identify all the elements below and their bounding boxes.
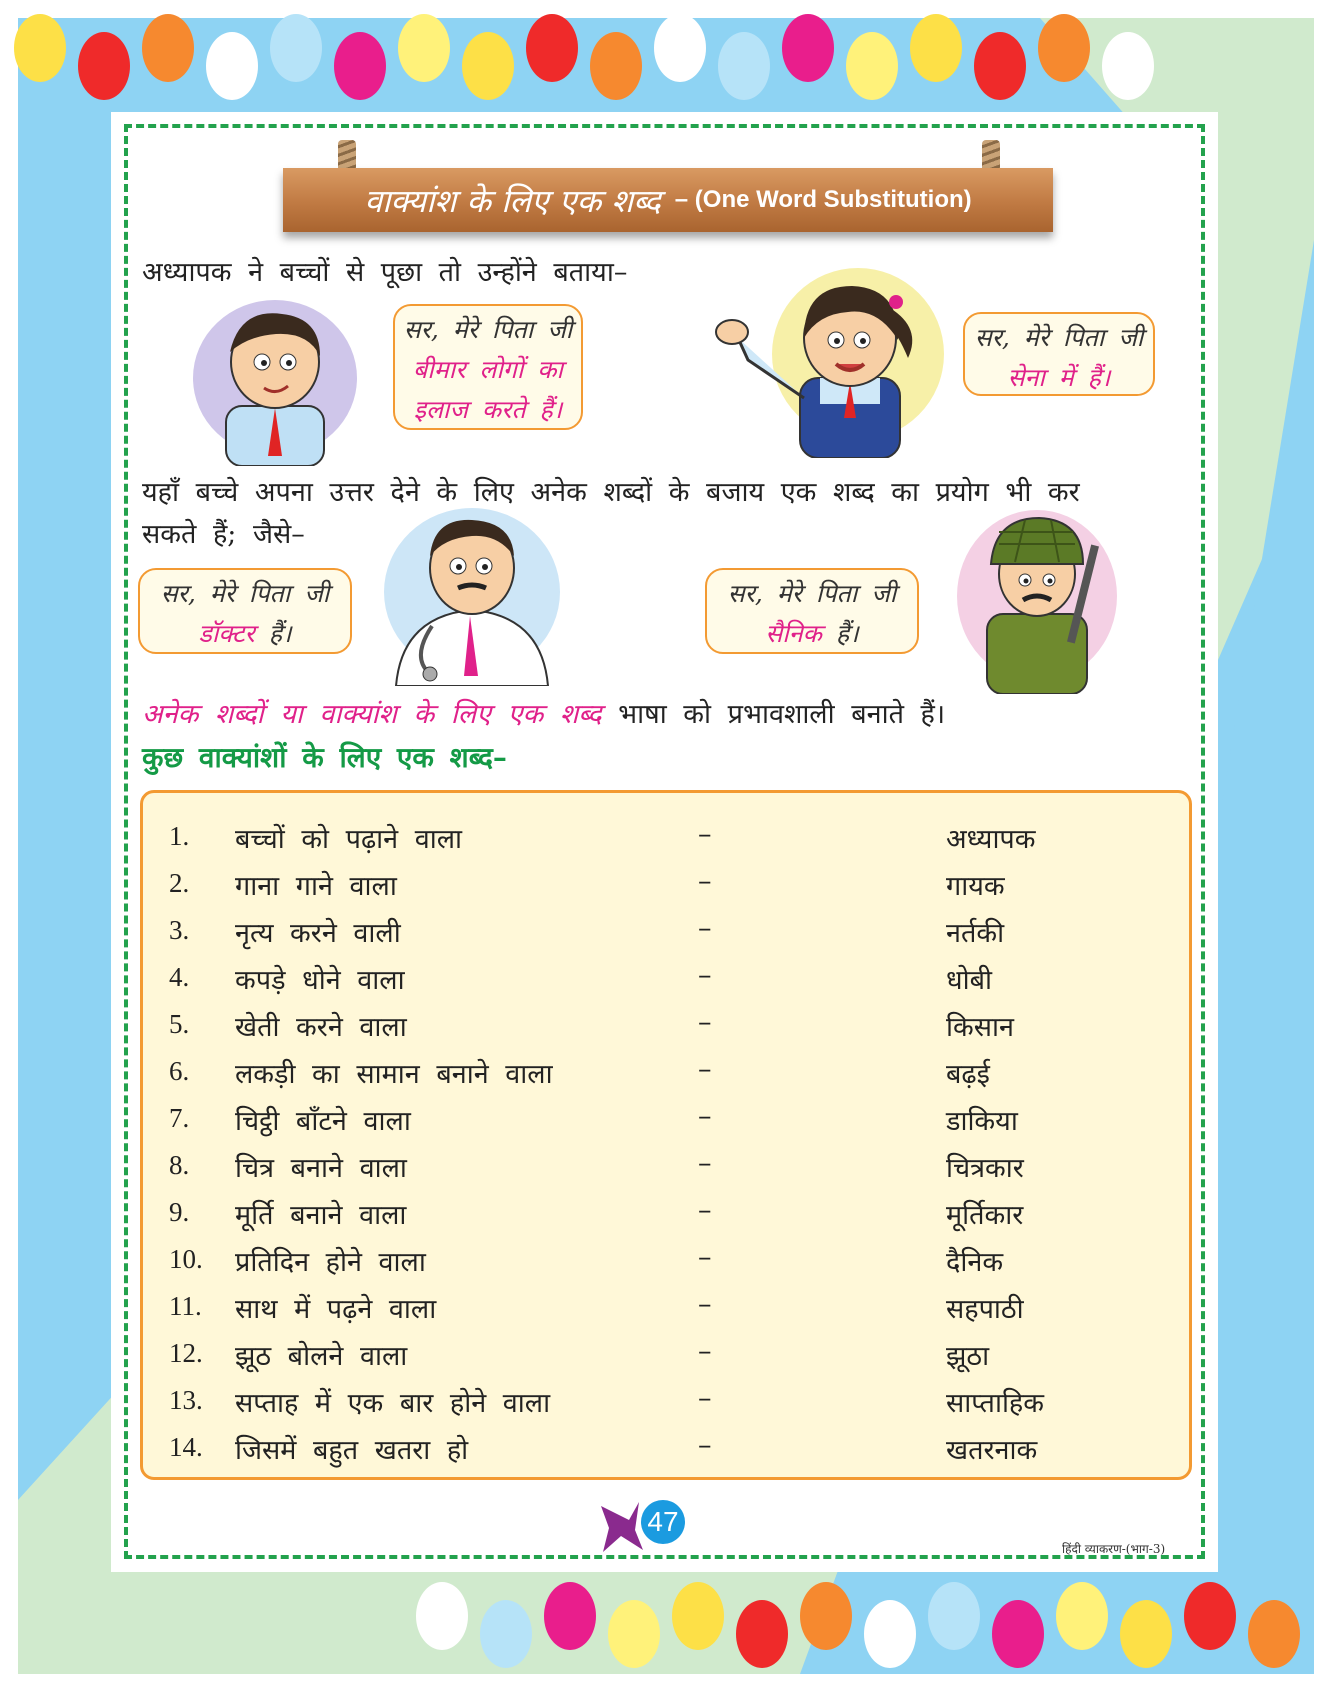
list-item (143, 1285, 1189, 1332)
item-dash: – (698, 1007, 712, 1038)
item-dash: – (698, 960, 712, 991)
intro-text: अध्यापक ने बच्चों से पूछा तो उन्होंने बताया– (142, 257, 628, 288)
item-phrase: प्रतिदिन होने वाला (235, 1247, 426, 1278)
doctor-bubble-word: डॉक्टर (198, 619, 255, 648)
polka-dot (526, 14, 578, 82)
soldier-speech-bubble (705, 568, 919, 654)
polka-dot (1038, 14, 1090, 82)
polka-dot (1102, 32, 1154, 100)
item-word: अध्यापक (946, 824, 1036, 855)
polka-dot (654, 14, 706, 82)
item-number: 11. (169, 1291, 202, 1321)
item-number: 10. (169, 1244, 203, 1274)
item-phrase: कपड़े धोने वाला (235, 965, 405, 996)
item-phrase: खेती करने वाला (235, 1012, 407, 1043)
item-word: गायक (946, 871, 1005, 902)
item-number: 8. (169, 1150, 190, 1180)
polka-dot (736, 1600, 788, 1668)
list-item (143, 1426, 1189, 1473)
item-word: धोबी (946, 965, 993, 996)
item-dash: – (698, 819, 712, 850)
doctor-speech-bubble (138, 568, 352, 654)
item-number: 6. (169, 1056, 190, 1086)
boy-bubble-line2: बीमार लोगों का (413, 355, 563, 384)
polka-dot (1184, 1582, 1236, 1650)
polka-dot (14, 14, 66, 82)
item-number: 5. (169, 1009, 190, 1039)
polka-dot (398, 14, 450, 82)
item-dash: – (698, 1289, 712, 1320)
item-word: डाकिया (946, 1106, 1018, 1137)
item-number: 13. (169, 1385, 203, 1415)
item-word: दैनिक (946, 1247, 1004, 1278)
item-word: खतरनाक (946, 1435, 1038, 1466)
item-number: 2. (169, 868, 190, 898)
polka-dot (270, 14, 322, 82)
explanation-line1: यहाँ बच्चे अपना उत्तर देने के लिए अनेक शब्दों के बजाय एक शब्द का प्रयोग भी कर (142, 477, 1080, 508)
star-icon (595, 1496, 645, 1552)
polka-dot (544, 1582, 596, 1650)
list-item (143, 1003, 1189, 1050)
item-word: झूठा (946, 1341, 990, 1372)
polka-dot (78, 32, 130, 100)
list-item (143, 956, 1189, 1003)
polka-dot (590, 32, 642, 100)
boy-bubble-line3: इलाज करते हैं। (413, 395, 563, 424)
girl-bubble-line2: सेना में हैं। (1007, 363, 1111, 392)
statement-rest: भाषा को प्रभावशाली बनाते हैं। (618, 699, 946, 730)
item-dash: – (698, 1430, 712, 1461)
polka-dot (608, 1600, 660, 1668)
polka-dot (334, 32, 386, 100)
item-word: नर्तकी (946, 918, 1005, 949)
doctor-illustration (372, 506, 562, 686)
item-word: सहपाठी (946, 1294, 1024, 1325)
item-word: मूर्तिकार (946, 1200, 1024, 1231)
soldier-bubble-word: सैनिक (765, 619, 822, 648)
list-item (143, 1097, 1189, 1144)
word-list-box (140, 790, 1192, 1480)
item-phrase: चित्र बनाने वाला (235, 1153, 407, 1184)
list-item (143, 909, 1189, 956)
list-item (143, 1379, 1189, 1426)
item-word: साप्ताहिक (946, 1388, 1045, 1419)
soldier-bubble-line1: सर, मेरे पिता जी (727, 579, 897, 608)
list-item (143, 862, 1189, 909)
page-number: 47 (641, 1500, 685, 1544)
title-board (283, 168, 1053, 232)
polka-dot (416, 1582, 468, 1650)
title-hindi: वाक्यांश के लिए एक शब्द (364, 181, 661, 220)
girl-bubble-line1: सर, मेरे पिता जी (974, 323, 1144, 352)
list-item (143, 815, 1189, 862)
statement-highlight: अनेक शब्दों या वाक्यांश के लिए एक शब्द (142, 699, 602, 730)
list-item (143, 1144, 1189, 1191)
item-number: 14. (169, 1432, 203, 1462)
list-item (143, 1238, 1189, 1285)
item-phrase: नृत्य करने वाली (235, 918, 401, 949)
item-number: 1. (169, 821, 190, 851)
item-phrase: झूठ बोलने वाला (235, 1341, 408, 1372)
item-number: 3. (169, 915, 190, 945)
item-dash: – (698, 1054, 712, 1085)
girl-illustration (708, 268, 948, 458)
item-word: किसान (946, 1012, 1014, 1043)
polka-dot (782, 14, 834, 82)
list-item (143, 1332, 1189, 1379)
boy-speech-bubble (393, 304, 583, 430)
list-item (143, 1050, 1189, 1097)
item-phrase: बच्चों को पढ़ाने वाला (235, 824, 463, 855)
polka-dot (1056, 1582, 1108, 1650)
item-word: चित्रकार (946, 1153, 1024, 1184)
item-dash: – (698, 1383, 712, 1414)
item-dash: – (698, 1242, 712, 1273)
explanation-line2: सकते हैं; जैसे– (142, 519, 305, 550)
item-dash: – (698, 1195, 712, 1226)
doctor-bubble-line1: सर, मेरे पिता जी (160, 579, 330, 608)
item-word: बढ़ई (946, 1059, 990, 1090)
polka-dot (800, 1582, 852, 1650)
polka-dot (992, 1600, 1044, 1668)
item-number: 12. (169, 1338, 203, 1368)
item-dash: – (698, 1336, 712, 1367)
item-phrase: मूर्ति बनाने वाला (235, 1200, 407, 1231)
title-english: – (One Word Substitution) (674, 186, 972, 213)
item-dash: – (698, 913, 712, 944)
polka-dot (672, 1582, 724, 1650)
list-item (143, 1191, 1189, 1238)
polka-dot (864, 1600, 916, 1668)
soldier-illustration (955, 504, 1125, 694)
footer-book-title: हिंदी व्याकरण-(भाग-3) (1062, 1542, 1166, 1556)
item-number: 7. (169, 1103, 190, 1133)
item-dash: – (698, 866, 712, 897)
polka-dot (206, 32, 258, 100)
item-number: 4. (169, 962, 190, 992)
boy-bubble-line1: सर, मेरे पिता जी (403, 315, 573, 344)
item-dash: – (698, 1101, 712, 1132)
item-phrase: लकड़ी का सामान बनाने वाला (235, 1059, 553, 1090)
item-phrase: साथ में पढ़ने वाला (235, 1294, 437, 1325)
item-phrase: जिसमें बहुत खतरा हो (235, 1435, 469, 1466)
polka-dot (718, 32, 770, 100)
polka-dot (846, 32, 898, 100)
item-phrase: सप्ताह में एक बार होने वाला (235, 1388, 551, 1419)
polka-dot (142, 14, 194, 82)
doctor-bubble-rest: हैं। (268, 619, 292, 648)
polka-dot (1120, 1600, 1172, 1668)
polka-dot (462, 32, 514, 100)
list-heading: कुछ वाक्यांशों के लिए एक शब्द– (142, 741, 507, 774)
item-phrase: गाना गाने वाला (235, 871, 397, 902)
polka-dot (928, 1582, 980, 1650)
polka-dot (480, 1600, 532, 1668)
polka-dot (1248, 1600, 1300, 1668)
item-phrase: चिट्ठी बाँटने वाला (235, 1106, 411, 1137)
item-number: 9. (169, 1197, 190, 1227)
polka-dot (910, 14, 962, 82)
girl-speech-bubble (963, 312, 1155, 396)
boy-illustration (190, 296, 360, 466)
item-dash: – (698, 1148, 712, 1179)
polka-dot (974, 32, 1026, 100)
soldier-bubble-rest: हैं। (835, 619, 859, 648)
statement (142, 694, 945, 731)
